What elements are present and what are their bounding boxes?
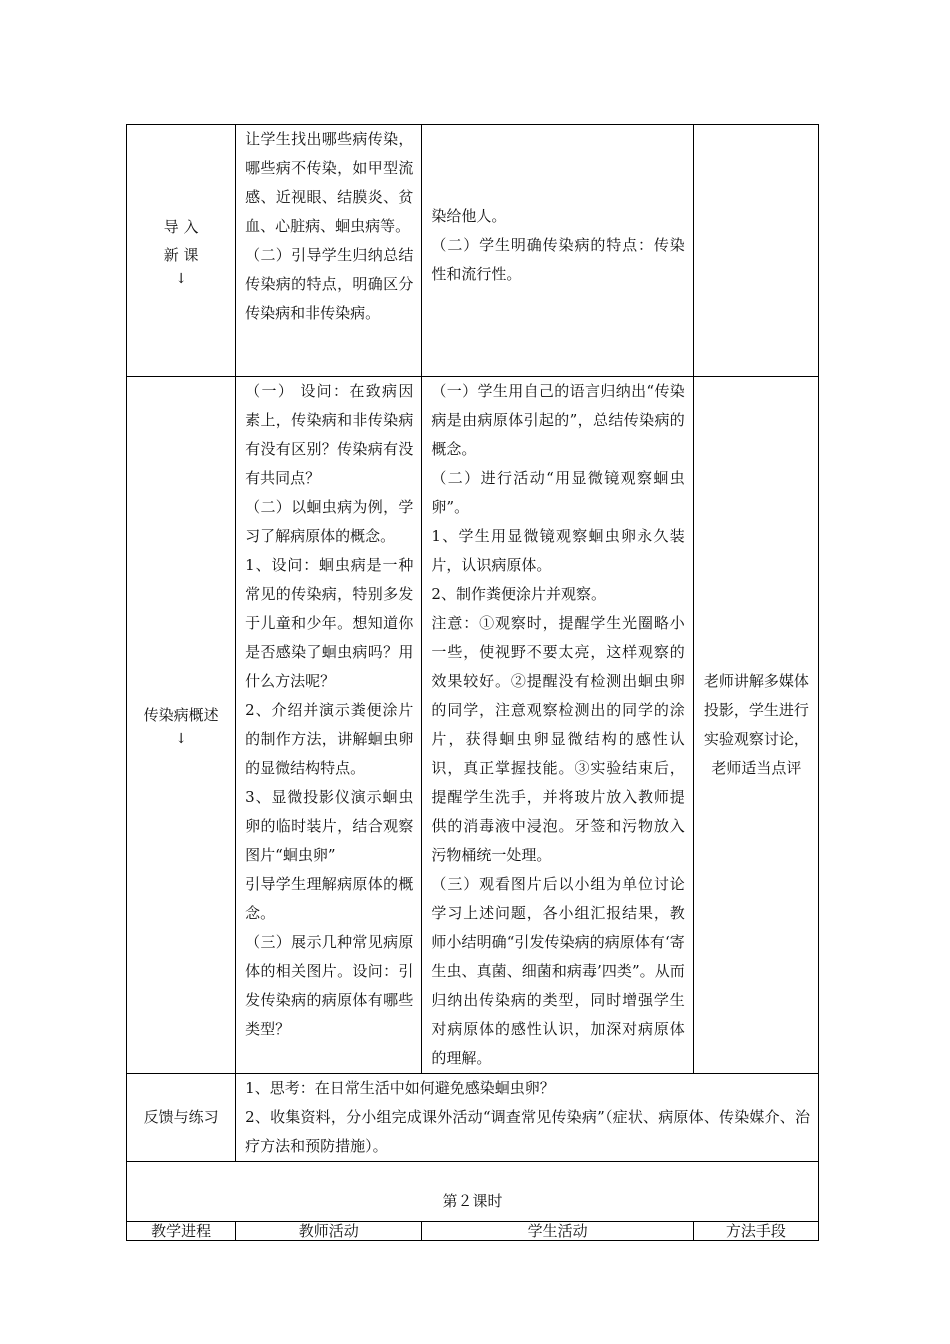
teacher-overview-p3: 1、设问：蛔虫病是一种常见的传染病，特别多发于儿童和少年。想知道你是否感染了蛔虫病吗？用什么方法呢？ xyxy=(245,556,414,690)
feedback-item-1: 1、思考：在日常生活中如何避免感染蛔虫卵？ xyxy=(245,1079,555,1097)
student-overview-p5: 注意：①观察时，提醒学生光圈略小一些，使视野不要太亮，这样观察的效果较好。②提醒没有检测出蛔虫卵的同学，注意观察检测出的同学的涂片，获得蛔虫卵显微结构的感性认识，真正掌握技能。③实验结束后，提醒学生洗手，并将玻片放入教师提供的消毒液中浸泡。牙签和污物放入污物桶统一处理。 xyxy=(431,614,685,864)
row-feedback xyxy=(127,1074,819,1162)
stage-feedback: 反馈与练习 xyxy=(127,1074,236,1162)
teacher-intro xyxy=(236,125,422,377)
header-col3: 学生活动 xyxy=(422,1222,693,1241)
row-header xyxy=(127,1222,819,1241)
row-lesson2 xyxy=(127,1162,819,1222)
teacher-overview-p1: （一） 设问：在致病因素上，传染病和非传染病有没有区别？传染病有没有共同点？ xyxy=(245,382,414,487)
method-intro xyxy=(693,125,818,377)
student-intro xyxy=(422,125,693,377)
header-col2: 教师活动 xyxy=(236,1222,422,1241)
lesson-plan-table xyxy=(126,124,819,1241)
stage-intro-line1: 导 入 xyxy=(163,217,199,236)
method-overview-text: 老师讲解多媒体投影，学生进行实验观察讨论，老师适当点评 xyxy=(703,672,809,777)
stage-intro-line2: 新 课 xyxy=(163,245,199,264)
student-overview-p3: 1、学生用显微镜观察蛔虫卵永久装片，认识病原体。 xyxy=(431,527,685,574)
stage-overview xyxy=(127,377,236,1074)
teacher-overview-p4: 2、介绍并演示粪便涂片的制作方法，讲解蛔虫卵的显微结构特点。 xyxy=(245,701,414,777)
lesson2-title-text: 第２课时 xyxy=(442,1191,503,1210)
stage-intro xyxy=(127,125,236,377)
teacher-overview-p7: （三）展示几种常见病原体的相关图片。设问：引发传染病的病原体有哪些类型？ xyxy=(245,933,414,1038)
teacher-overview-p2: （二）以蛔虫病为例，学习了解病原体的概念。 xyxy=(245,498,414,545)
header-col1: 教学进程 xyxy=(127,1222,236,1241)
row-intro xyxy=(127,125,819,377)
feedback-items xyxy=(236,1074,819,1162)
feedback-item-2: 2、收集资料，分小组完成课外活动“调查常见传染病”（症状、病原体、传染媒介、治疗方法和预防措施）。 xyxy=(245,1108,810,1155)
teacher-overview xyxy=(236,377,422,1074)
stage-overview-label: 传染病概述 xyxy=(143,706,219,724)
method-overview xyxy=(693,377,818,1074)
header-col4: 方法手段 xyxy=(693,1222,818,1241)
teacher-overview-p6: 引导学生理解病原体的概念。 xyxy=(245,875,414,922)
student-intro-p1: 染给他人。 xyxy=(431,207,507,225)
teacher-overview-p5: 3、显微投影仪演示蛔虫卵的临时装片，结合观察图片“蛔虫卵” xyxy=(245,788,414,864)
lesson2-title xyxy=(127,1162,819,1222)
row-overview xyxy=(127,377,819,1074)
down-arrow-icon: ↓ xyxy=(175,270,187,287)
student-overview-p1: （一）学生用自己的语言归纳出“传染病是由病原体引起的”，总结传染病的概念。 xyxy=(431,382,685,458)
student-overview xyxy=(422,377,693,1074)
student-intro-p2: （二）学生明确传染病的特点：传染性和流行性。 xyxy=(431,236,685,283)
teacher-intro-p2: （二）引导学生归纳总结传染病的特点，明确区分传染病和非传染病。 xyxy=(245,246,414,322)
student-overview-p2: （二）进行活动“用显微镜观察蛔虫卵”。 xyxy=(431,469,685,516)
teacher-intro-p1: 让学生找出哪些病传染，哪些病不传染，如甲型流感、近视眼、结膜炎、贫血、心脏病、蛔虫病等。 xyxy=(245,130,414,235)
student-overview-p4: 2、制作粪便涂片并观察。 xyxy=(431,585,606,603)
down-arrow-icon: ↓ xyxy=(175,731,187,747)
student-overview-p6: （三）观看图片后以小组为单位讨论学习上述问题，各小组汇报结果，教师小结明确“引发传染病的病原体有‘寄生虫、真菌、细菌和病毒’四类”。从而归纳出传染病的类型，同时增强学生对病原体的感性认识，加深对病原体的理解。 xyxy=(431,875,685,1067)
